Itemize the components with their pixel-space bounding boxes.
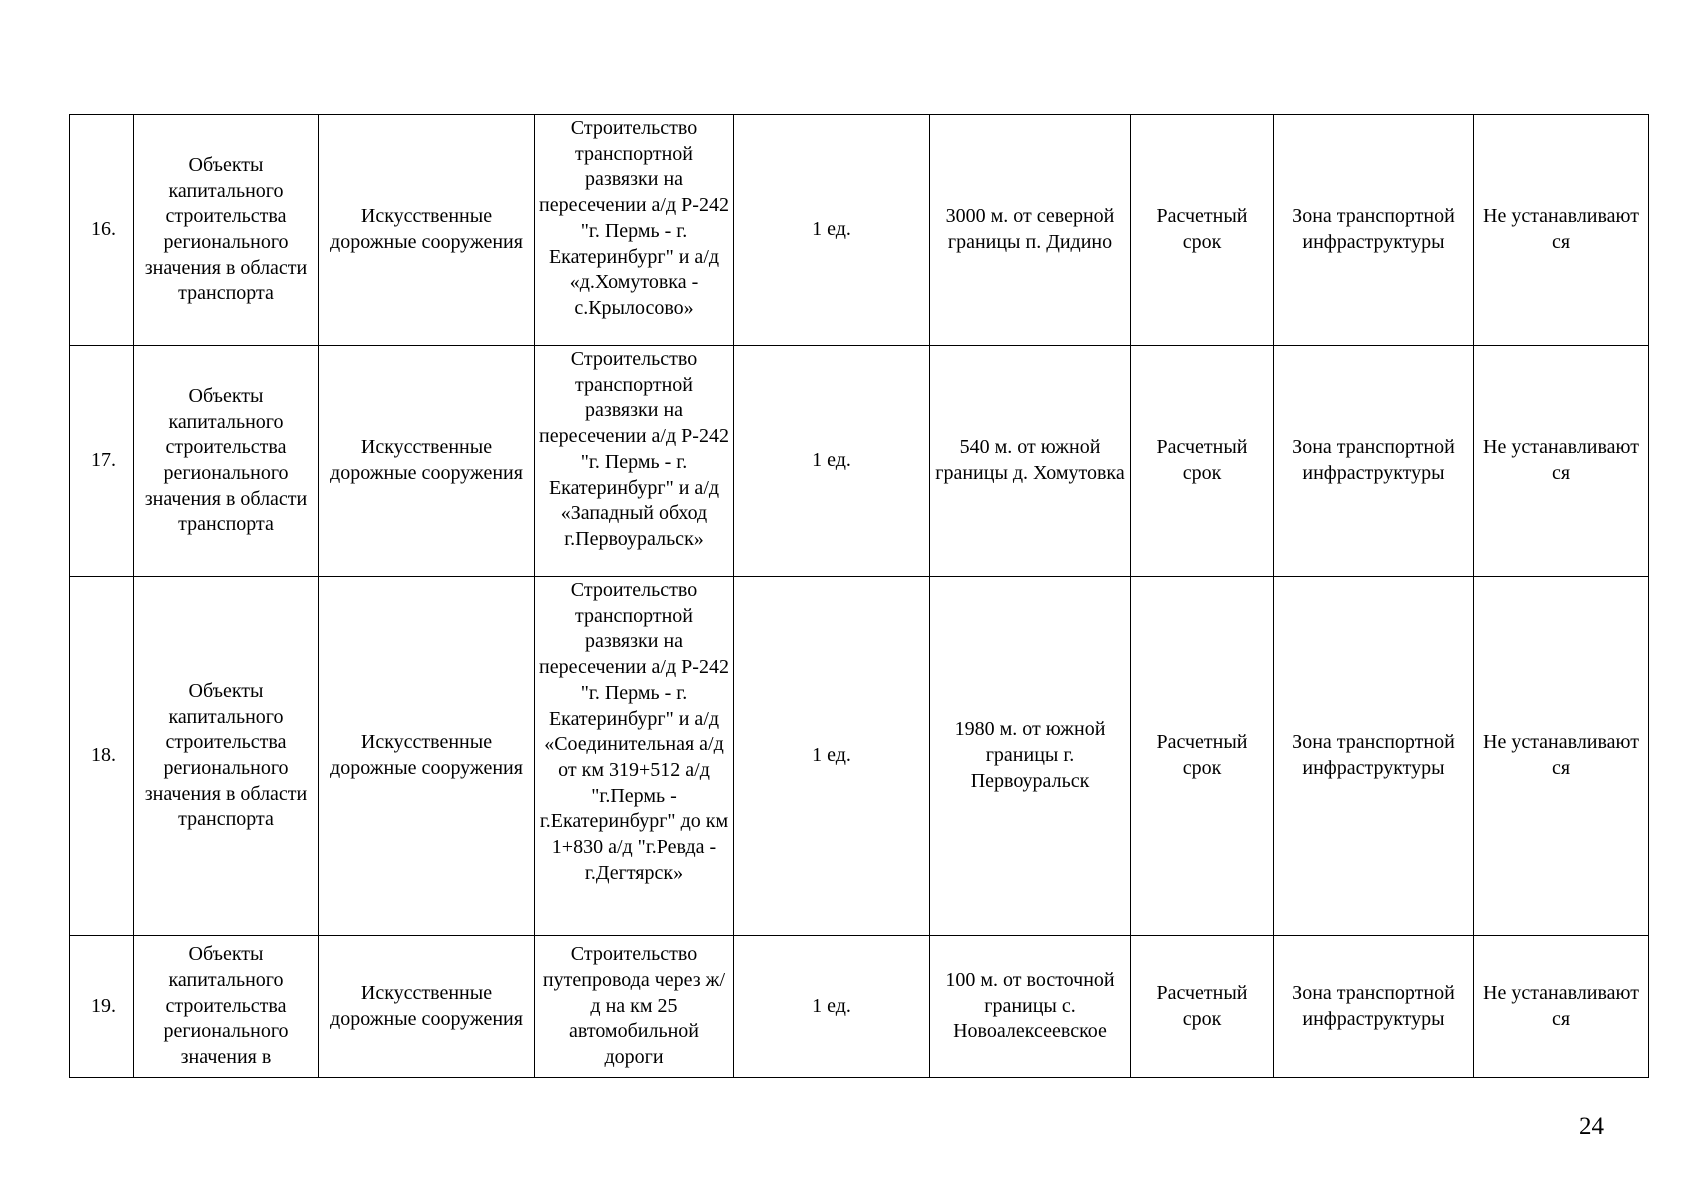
functional-zone: Зона транспортной инфраструктуры [1274,577,1474,936]
table-row [70,577,1649,936]
functional-zone: Зона транспортной инфраструктуры [1274,346,1474,577]
object-type: Искусственные дорожные сооружения [319,346,535,577]
implementation-term: Расчетный срок [1131,577,1274,936]
row-number: 17. [70,346,134,577]
object-quantity: 1 ед. [734,577,930,936]
zone-restriction: Не устанавливают ся [1474,936,1649,1078]
row-number: 16. [70,115,134,346]
object-type: Искусственные дорожные сооружения [319,577,535,936]
row-number: 19. [70,936,134,1078]
object-category: Объекты капитального строительства регионального значения в области транспорта [134,577,319,936]
table-row [70,115,1649,346]
implementation-term: Расчетный срок [1131,115,1274,346]
zone-restriction: Не устанавливают ся [1474,115,1649,346]
object-location: 3000 м. от северной границы п. Дидино [930,115,1131,346]
page-number: 24 [1579,1113,1604,1140]
object-quantity: 1 ед. [734,346,930,577]
object-location: 540 м. от южной границы д. Хомутовка [930,346,1131,577]
object-location: 100 м. от восточной границы с. Новоалексеевское [930,936,1131,1078]
object-category: Объекты капитального строительства регионального значения в области транспорта [134,115,319,346]
object-quantity: 1 ед. [734,115,930,346]
functional-zone: Зона транспортной инфраструктуры [1274,936,1474,1078]
object-type: Искусственные дорожные сооружения [319,936,535,1078]
object-description: Строительство транспортной развязки на пересечении а/д Р-242 "г. Пермь - г. Екатеринбург" и а/д «д.Хомутовка - с.Крылосово» [535,115,734,346]
row-number: 18. [70,577,134,936]
objects-table [69,114,1649,1078]
object-description: Строительство транспортной развязки на пересечении а/д Р-242 "г. Пермь - г. Екатеринбург" и а/д «Соединительная а/д от км 319+512 а/д "г.Пермь - г.Екатеринбург" до км 1+830 а/д "г.Ревда - г.Дегтярск» [535,577,734,936]
object-quantity: 1 ед. [734,936,930,1078]
table-row [70,346,1649,577]
object-location: 1980 м. от южной границы г. Первоуральск [930,577,1131,936]
functional-zone: Зона транспортной инфраструктуры [1274,115,1474,346]
object-category: Объекты капитального строительства регионального значения в области транспорта [134,346,319,577]
zone-restriction: Не устанавливают ся [1474,346,1649,577]
object-type: Искусственные дорожные сооружения [319,115,535,346]
object-description: Строительство путепровода через ж/д на км 25 автомобильной дороги [535,936,734,1078]
zone-restriction: Не устанавливают ся [1474,577,1649,936]
implementation-term: Расчетный срок [1131,936,1274,1078]
table-row [70,936,1649,1078]
implementation-term: Расчетный срок [1131,346,1274,577]
object-category: Объекты капитального строительства регионального значения в [134,936,319,1078]
object-description: Строительство транспортной развязки на пересечении а/д Р-242 "г. Пермь - г. Екатеринбург" и а/д «Западный обход г.Первоуральск» [535,346,734,577]
